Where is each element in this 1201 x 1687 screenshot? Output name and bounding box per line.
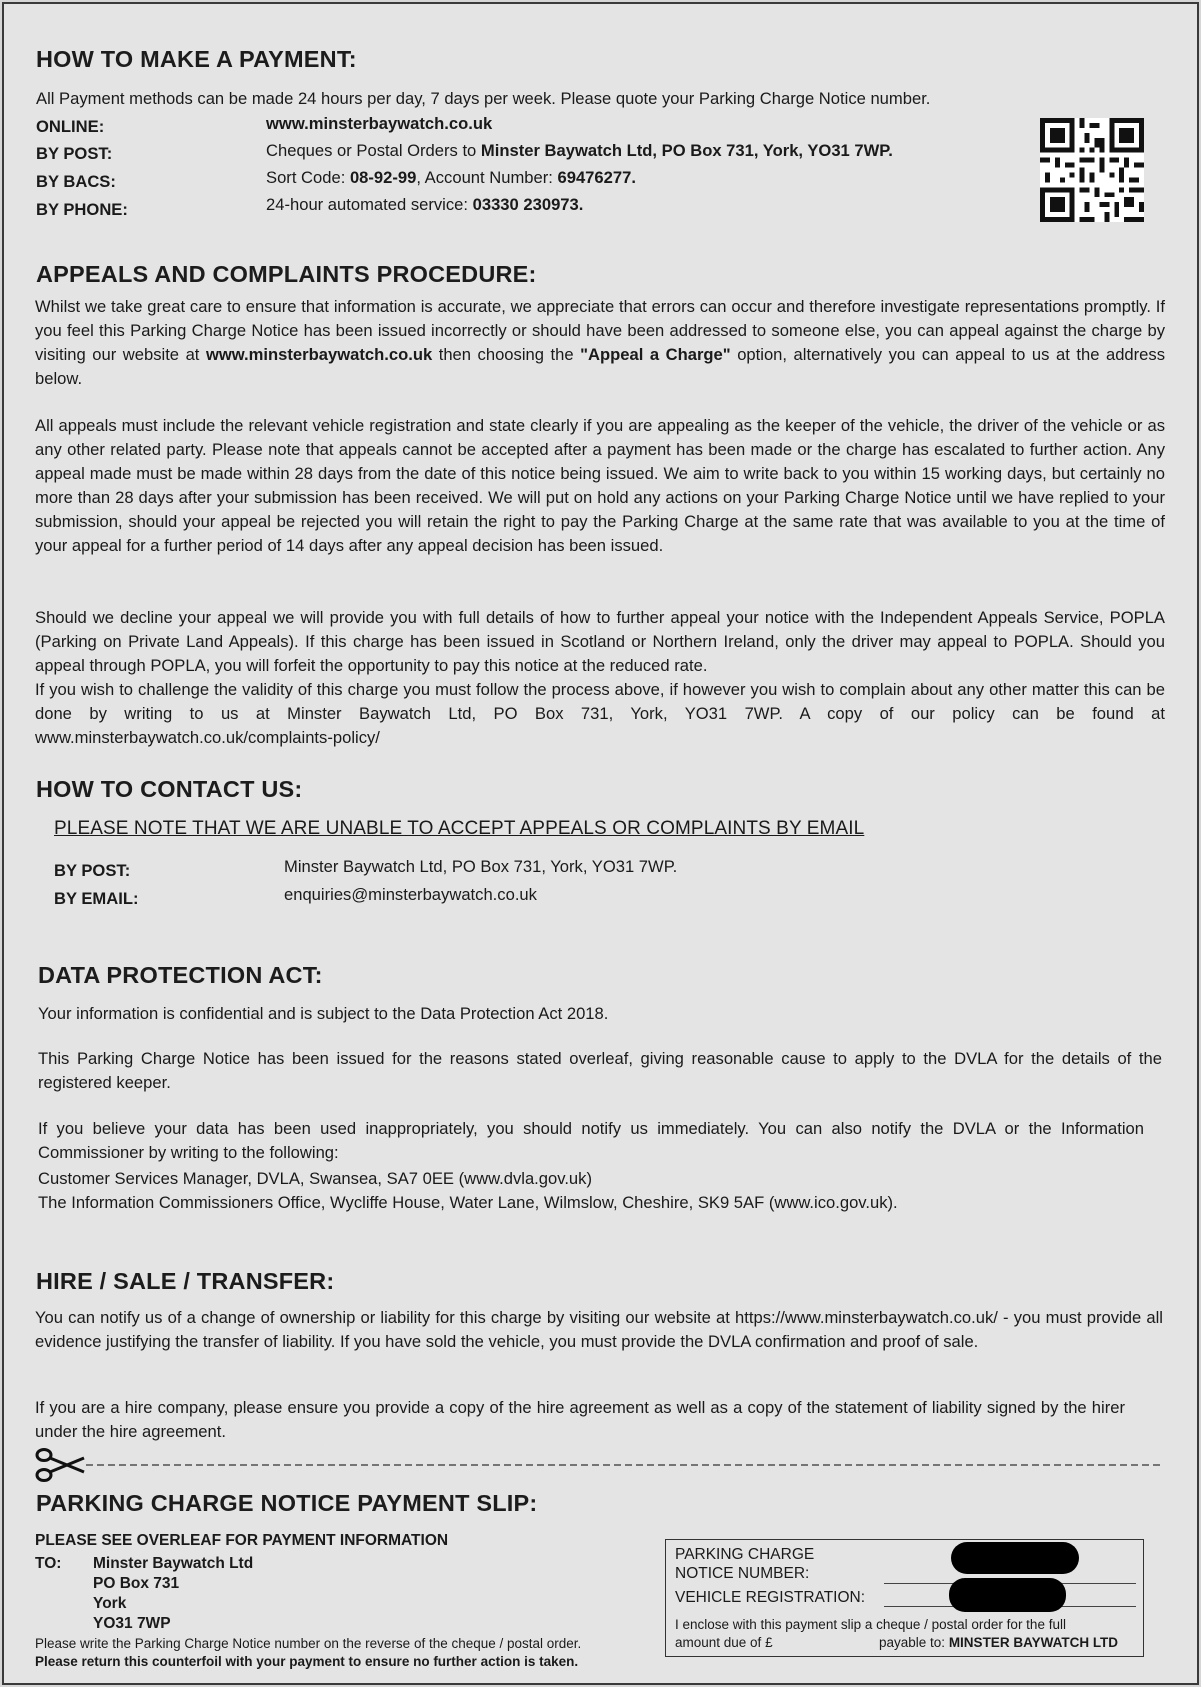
bacs-sort-code: 08-92-99 — [349, 168, 417, 187]
slip-footnote-2: Please return this counterfoil with your payment to ensure no further action is taken. — [35, 1654, 579, 1669]
phone-number: 03330 230973. — [472, 195, 584, 214]
appeals-paragraph-1 — [35, 295, 1165, 391]
contact-post-value: Minster Baywatch Ltd, PO Box 731, York, YO31 7WP. — [284, 857, 678, 876]
slip-heading: PARKING CHARGE NOTICE PAYMENT SLIP: — [36, 1490, 538, 1516]
payment-post-address: Minster Baywatch Ltd, PO Box 731, York, YO31 7WP. — [480, 141, 893, 160]
payment-post-prefix: Cheques or Postal Orders to — [266, 141, 481, 160]
payment-phone-value — [266, 195, 583, 215]
redaction-pcn — [951, 1542, 1079, 1574]
slip-amount-label: amount due of £ — [675, 1635, 773, 1650]
slip-reg-label: VEHICLE REGISTRATION: — [675, 1589, 866, 1606]
bacs-sort-prefix: Sort Code: — [266, 168, 350, 187]
slip-to-line-4: YO31 7WP — [93, 1615, 171, 1632]
dpa-paragraph-1: Your information is confidential and is subject to the Data Protection Act 2018. — [38, 1004, 609, 1023]
scissors-icon — [37, 1450, 84, 1481]
redaction-reg — [949, 1578, 1066, 1612]
payment-intro: All Payment methods can be made 24 hours per day, 7 days per week. Please quote your Parking Charge Notice number. — [36, 89, 931, 108]
slip-to-line-1: Minster Baywatch Ltd — [93, 1555, 254, 1572]
hire-paragraph-2: If you are a hire company, please ensure you provide a copy of the hire agreement as well as a copy of the statement of liability signed by the hirer under the hire agreement. — [35, 1398, 1125, 1441]
slip-payable — [879, 1634, 1118, 1652]
appeals-paragraph-4: If you wish to challenge the validity of this charge you must follow the process above, if however you wish to complain about any other matter this can be done by writing to us at Minster Baywatch Ltd, PO Box 731, York, YO31 7WP. A copy of our policy can be found at www.minsterbaywatch.co.uk/complaints-policy/ — [35, 680, 1165, 747]
phone-prefix: 24-hour automated service: — [266, 195, 473, 214]
contact-heading: HOW TO CONTACT US: — [36, 776, 303, 802]
slip-to-line-2: PO Box 731 — [93, 1575, 180, 1592]
contact-email-notice: PLEASE NOTE THAT WE ARE UNABLE TO ACCEPT APPEALS OR COMPLAINTS BY EMAIL — [54, 818, 865, 839]
slip-form-box — [665, 1539, 1144, 1657]
payment-post-label: BY POST: — [36, 144, 113, 163]
dpa-address-dvla: Customer Services Manager, DVLA, Swansea, SA7 0EE (www.dvla.gov.uk) — [38, 1169, 592, 1188]
slip-payee: MINSTER BAYWATCH LTD — [948, 1635, 1119, 1650]
dpa-heading: DATA PROTECTION ACT: — [38, 962, 323, 988]
contact-email-link[interactable]: enquiries@minsterbaywatch.co.uk — [284, 885, 537, 904]
payment-bacs-value — [266, 168, 636, 188]
hire-paragraph-1: You can notify us of a change of ownership or liability for this charge by visiting our website at https://www.minsterbaywatch.co.uk/ - you must provide all evidence justifying the transfer of liability. If you have sold the vehicle, you must provide the DVLA confirmation and proof of sale. — [35, 1308, 1163, 1351]
slip-enclose-text: I enclose with this payment slip a cheque / postal order for the full — [675, 1617, 1066, 1632]
appeals-paragraph-2: All appeals must include the relevant vehicle registration and state clearly if you are appealing as the keeper of the vehicle, the driver of the vehicle or as any other related party. Please note that appeals cannot be accepted after a payment has been made or the charge has escalated to further action. Any appeal made must be made within 28 days from the date of this notice being issued. We aim to write back to you within 15 working days, but certainly no more than 28 days after your submission has been received. We will put on hold any actions on your Parking Charge Notice until we have replied to your submission, should your appeal be rejected you will retain the right to pay the Parking Charge at the same rate that was available to you at the time of your appeal for a further period of 14 days after any appeal decision has been issued. — [35, 416, 1165, 555]
appeal-a-charge-option: "Appeal a Charge" — [580, 345, 731, 364]
document-page — [2, 2, 1199, 1685]
appeals-p1-text: Whilst we take great care to ensure that information is accurate, we appreciate that errors can occur and therefore investigate representations promptly. If you feel this Parking Charge Notice has been issued incorrectly or should have been addressed to someone else, you can appeal against the charge by visiting our website at — [35, 297, 1165, 364]
hire-heading: HIRE / SALE / TRANSFER: — [36, 1268, 335, 1294]
payment-phone-label: BY PHONE: — [36, 200, 128, 219]
payment-heading: HOW TO MAKE A PAYMENT: — [36, 46, 357, 72]
cut-line — [34, 1445, 1164, 1485]
bacs-account-number: 69476277. — [557, 168, 636, 187]
appeals-heading: APPEALS AND COMPLAINTS PROCEDURE: — [36, 261, 537, 287]
dpa-paragraph-3: If you believe your data has been used inappropriately, you should notify us immediately. You can also notify the DVLA or the Information Commissioner by writing to the following: — [38, 1119, 1144, 1162]
bacs-account-prefix: , Account Number: — [416, 168, 558, 187]
dpa-address-ico: The Information Commissioners Office, Wycliffe House, Water Lane, Wilmslow, Cheshire, SK9 5AF (www.ico.gov.uk). — [38, 1193, 898, 1212]
payment-post-value — [266, 141, 893, 161]
appeals-p1-text-3: option, alternatively you can appeal to us at the address below. — [35, 345, 1166, 388]
payment-bacs-label: BY BACS: — [36, 172, 116, 191]
appeals-paragraph-3: Should we decline your appeal we will provide you with full details of how to further appeal your notice with the Independent Appeals Service, POPLA (Parking on Private Land Appeals). If this charge has been issued in Scotland or Northern Ireland, only the driver may appeal to POPLA. Should you appeal through POPLA, you will forfeit the opportunity to pay this notice at the reduced rate. — [35, 608, 1165, 675]
contact-email-label: BY EMAIL: — [54, 889, 139, 908]
slip-pcn-label-2: NOTICE NUMBER: — [675, 1565, 810, 1582]
slip-see-overleaf: PLEASE SEE OVERLEAF FOR PAYMENT INFORMATION — [35, 1532, 449, 1549]
contact-post-label: BY POST: — [54, 861, 131, 880]
slip-to-line-3: York — [93, 1595, 127, 1612]
qr-code-icon[interactable] — [1040, 118, 1144, 222]
slip-footnote-1: Please write the Parking Charge Notice number on the reverse of the cheque / postal order. — [35, 1636, 582, 1651]
payment-online-label: ONLINE: — [36, 117, 105, 136]
slip-pcn-label-1: PARKING CHARGE — [675, 1546, 815, 1563]
dpa-paragraph-2: This Parking Charge Notice has been issued for the reasons stated overleaf, giving reasonable cause to apply to the DVLA for the details of the registered keeper. — [38, 1049, 1162, 1092]
appeals-p1-text-2: then choosing the — [432, 345, 581, 364]
slip-to-label: TO: — [35, 1555, 62, 1572]
slip-payable-prefix: payable to: — [879, 1635, 949, 1650]
appeals-website-link[interactable]: www.minsterbaywatch.co.uk — [205, 345, 433, 364]
payment-online-link[interactable]: www.minsterbaywatch.co.uk — [266, 114, 493, 133]
